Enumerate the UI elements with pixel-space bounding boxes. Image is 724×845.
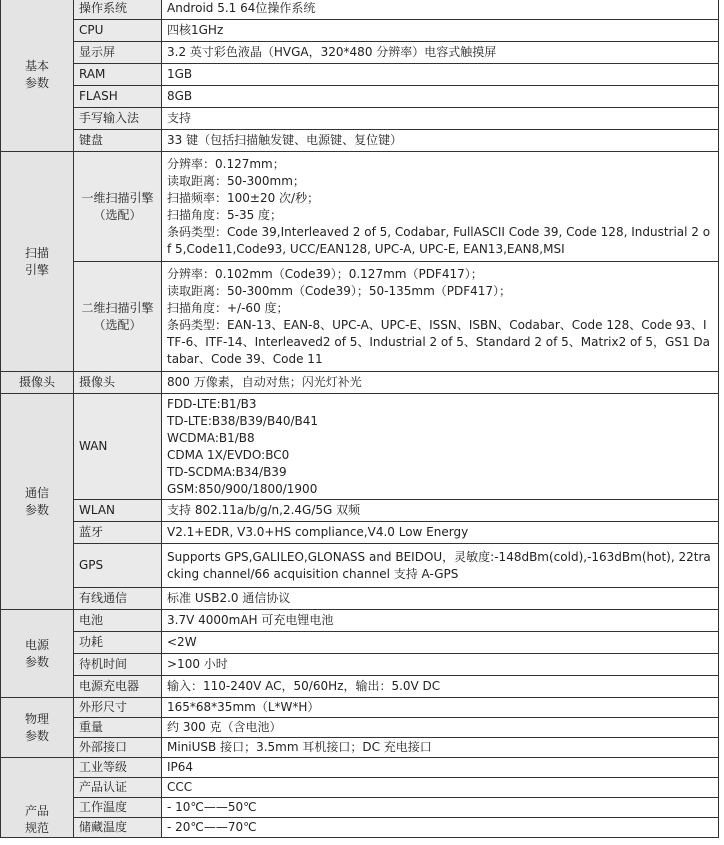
table-row (1, 64, 719, 86)
table-row (1, 610, 719, 632)
table-row (1, 20, 719, 42)
spec-label: 重量 (74, 718, 162, 738)
spec-label: CPU (74, 20, 162, 42)
table-row (1, 130, 719, 152)
spec-label: 操作系统 (74, 0, 162, 20)
spec-value: 1GB (162, 64, 719, 86)
spec-label: 工作温度 (74, 798, 162, 818)
category-product: 产品 规范 (1, 758, 74, 838)
spec-label: GPS (74, 544, 162, 588)
table-row (1, 588, 719, 610)
spec-label: 产品认证 (74, 778, 162, 798)
spec-value: 8GB (162, 86, 719, 108)
table-row (1, 152, 719, 262)
spec-value: 标准 USB2.0 通信协议 (162, 588, 719, 610)
spec-value: Android 5.1 64位操作系统 (162, 0, 719, 20)
spec-value: <2W (162, 632, 719, 654)
spec-value: CCC (162, 778, 719, 798)
category-camera: 摄像头 (1, 372, 74, 394)
spec-value: 3.7V 4000mAH 可充电锂电池 (162, 610, 719, 632)
spec-label: 摄像头 (74, 372, 162, 394)
table-row (1, 108, 719, 130)
spec-label: 电池 (74, 610, 162, 632)
spec-label: 一维扫描引擎 （选配） (74, 152, 162, 262)
category-scan: 扫描 引擎 (1, 152, 74, 372)
spec-value: 165*68*35mm（L*W*H） (162, 698, 719, 718)
spec-label: 键盘 (74, 130, 162, 152)
spec-value: 33 键（包括扫描触发键、电源键、复位键） (162, 130, 719, 152)
table-row (1, 500, 719, 522)
table-row (1, 798, 719, 818)
spec-label: WAN (74, 394, 162, 500)
spec-value: >100 小时 (162, 654, 719, 676)
spec-value: - 20℃——70℃ (162, 818, 719, 838)
table-row (1, 718, 719, 738)
table-row (1, 522, 719, 544)
table-row (1, 262, 719, 372)
spec-value: 800 万像素，自动对焦；闪光灯补光 (162, 372, 719, 394)
spec-value: 分辨率：0.102mm（Code39）；0.127mm（PDF417）； 读取距离：50-300mm（Code39）；50-135mm（PDF417）； 扫描角度：+/-60 度； 条码类型：EAN-13、EAN-8、UPC-A、UPC-E、ISSN、ISBN、Codabar、Code 128、Code 93、ITF-6、ITF-14、Interleaved2 of 5、Industrial 2 of 5、Standard 2 of 5、Matrix2 of 5，GS1 Databar、Code 39、Code 11 (162, 262, 719, 372)
spec-value: IP64 (162, 758, 719, 778)
spec-label: 手写输入法 (74, 108, 162, 130)
spec-value: FDD-LTE:B1/B3 TD-LTE:B38/B39/B40/B41 WCDMA:B1/B8 CDMA 1X/EVDO:BC0 TD-SCDMA:B34/B39 GSM:850/900/1800/1900 (162, 394, 719, 500)
spec-value: 3.2 英寸彩色液晶（HVGA，320*480 分辨率）电容式触摸屏 (162, 42, 719, 64)
spec-value: Supports GPS,GALILEO,GLONASS and BEIDOU，灵敏度:-148dBm(cold),-163dBm(hot), 22tracking channel/66 acquisition channel 支持 A-GPS (162, 544, 719, 588)
spec-label: 外形尺寸 (74, 698, 162, 718)
table-row (1, 676, 719, 698)
spec-label: 二维扫描引擎 （选配） (74, 262, 162, 372)
spec-value: - 10℃——50℃ (162, 798, 719, 818)
spec-value: 支持 802.11a/b/g/n,2.4G/5G 双频 (162, 500, 719, 522)
spec-label: 功耗 (74, 632, 162, 654)
spec-value: 分辨率：0.127mm； 读取距离：50-300mm； 扫描频率：100±20 次/秒； 扫描角度：5-35 度； 条码类型：Code 39,Interleaved 2 of 5, Codabar, FullASCII Code 39, Code 128, Industrial 2 of 5,Code11,Code93, UCC/EAN128, UPC-A, UPC-E, EAN13,EAN8,MSI (162, 152, 719, 262)
spec-label: 有线通信 (74, 588, 162, 610)
table-row (1, 42, 719, 64)
table-row (1, 632, 719, 654)
table-row (1, 818, 719, 838)
table-row (1, 738, 719, 758)
spec-value: 约 300 克（含电池） (162, 718, 719, 738)
spec-label: 待机时间 (74, 654, 162, 676)
spec-label: WLAN (74, 500, 162, 522)
table-row (1, 544, 719, 588)
spec-label: 外部接口 (74, 738, 162, 758)
spec-value: V2.1+EDR, V3.0+HS compliance,V4.0 Low Energy (162, 522, 719, 544)
spec-label: RAM (74, 64, 162, 86)
category-power: 电源 参数 (1, 610, 74, 698)
table-row (1, 372, 719, 394)
spec-label: 电源充电器 (74, 676, 162, 698)
table-row (1, 758, 719, 778)
spec-value: 支持 (162, 108, 719, 130)
spec-label: 显示屏 (74, 42, 162, 64)
table-row (1, 86, 719, 108)
spec-label: 工业等级 (74, 758, 162, 778)
table-row (1, 698, 719, 718)
category-comm: 通信 参数 (1, 394, 74, 610)
spec-value: 输入：110-240V AC，50/60Hz，输出：5.0V DC (162, 676, 719, 698)
category-basic: 基本 参数 (1, 0, 74, 152)
table-row (1, 778, 719, 798)
spec-value: 四核1GHz (162, 20, 719, 42)
spec-value: MiniUSB 接口；3.5mm 耳机接口；DC 充电接口 (162, 738, 719, 758)
spec-label: 蓝牙 (74, 522, 162, 544)
table-row (1, 0, 719, 20)
spec-label: 储藏温度 (74, 818, 162, 838)
spec-label: FLASH (74, 86, 162, 108)
category-physical: 物理 参数 (1, 698, 74, 758)
table-row (1, 394, 719, 500)
table-row (1, 654, 719, 676)
